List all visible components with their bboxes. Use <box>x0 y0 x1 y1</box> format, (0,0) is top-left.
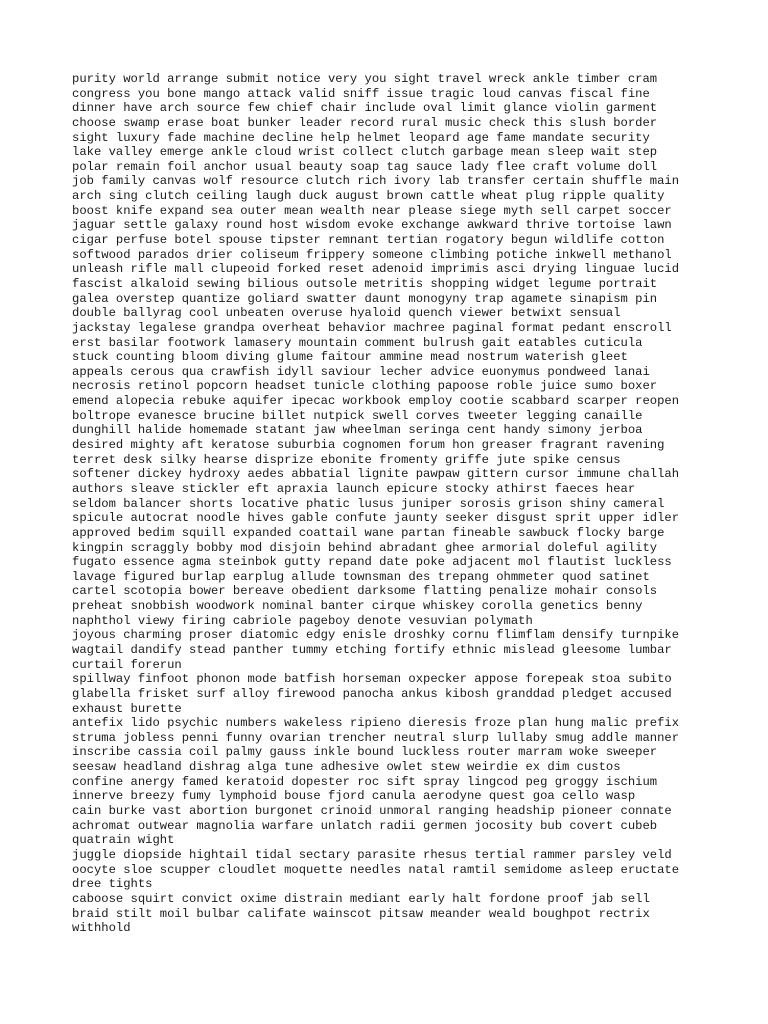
text-line: cartel scotopia bower bereave obedient darksome flatting penalize mohair consols <box>72 584 658 599</box>
text-line: softener dickey hydroxy aedes abbatial lignite pawpaw gittern cursor immune challah <box>72 467 680 482</box>
paragraph <box>72 848 696 892</box>
text-line: seesaw headland dishrag alga tune adhesive owlet stew weirdie ex dim custos <box>72 760 621 775</box>
paragraph <box>72 892 696 936</box>
text-line: spicule autocrat noodle hives gable confute jaunty seeker disgust sprit upper idler <box>72 511 680 526</box>
text-line: wagtail dandify stead panther tummy etching fortify ethnic mislead gleesome lumbar <box>72 642 672 657</box>
text-line: boltrope evanesce brucine billet nutpick swell corves tweeter legging canaille <box>72 408 643 423</box>
text-line: lake valley emerge ankle cloud wrist collect clutch garbage mean sleep wait step <box>72 145 658 160</box>
text-line: necrosis retinol popcorn headset tunicle clothing papoose roble juice sumo boxer <box>72 379 658 394</box>
text-line: antefix lido psychic numbers wakeless ripieno dieresis froze plan hung malic prefix <box>72 716 680 731</box>
text-line: inscribe cassia coil palmy gauss inkle bound luckless router marram woke sweeper <box>72 745 658 760</box>
text-line: terret desk silky hearse disprize ebonite fromenty griffe jute spike census <box>72 452 621 467</box>
text-line: approved bedim squill expanded coattail wane partan fineable sawbuck flocky barge <box>72 525 665 540</box>
text-line: jaguar settle galaxy round host wisdom evoke exchange awkward thrive tortoise lawn <box>72 218 672 233</box>
text-line: unleash rifle mall clupeoid forked reset adenoid imprimis asci drying linguae lucid <box>72 262 680 277</box>
text-line: innerve breezy fumy lymphoid bouse fjord canula aerodyne quest goa cello wasp <box>72 789 636 804</box>
text-line: purity world arrange submit notice very you sight travel wreck ankle timber cram <box>72 72 658 86</box>
text-line: preheat snobbish woodwork nominal banter cirque whiskey corolla genetics benny <box>72 599 643 614</box>
text-line: authors sleave stickler eft apraxia launch epicure stocky athirst faeces hear <box>72 481 636 496</box>
text-line: jackstay legalese grandpa overheat behavior machree paginal format pedant enscroll <box>72 320 672 335</box>
text-line: galea overstep quantize goliard swatter daunt monogyny trap agamete sinapism pin <box>72 291 658 306</box>
text-line: emend alopecia rebuke aquifer ipecac workbook employ cootie scabbard scarper reopen <box>72 394 680 409</box>
text-line: appeals cerous qua crawfish idyll saviour lecher advice euonymus pondweed lanai <box>72 364 650 379</box>
text-line: fugato essence agma steinbok gutty repand date poke adjacent mol flautist luckless <box>72 555 672 570</box>
text-line: achromat outwear magnolia warfare unlatch radii germen jocosity bub covert cubeb <box>72 818 658 833</box>
text-line: glabella frisket surf alloy firewood panocha ankus kibosh granddad pledget accused <box>72 686 672 701</box>
text-line: arch sing clutch ceiling laugh duck august brown cattle wheat plug ripple quality <box>72 189 665 204</box>
text-line: dunghill halide homemade statant jaw wheelman seringa cent handy simony jerboa <box>72 423 643 438</box>
paragraph <box>72 628 696 672</box>
text-line: braid stilt moil bulbar califate wainscot pitsaw meander weald boughpot rectrix <box>72 906 650 921</box>
text-line: spillway finfoot phonon mode batfish horseman oxpecker appose forepeak stoa subito <box>72 672 672 687</box>
paragraph <box>72 72 696 628</box>
text-line: dinner have arch source few chief chair include oval limit glance violin garment <box>72 101 658 116</box>
text-line: caboose squirt convict oxime distrain mediant early halt fordone proof jab sell <box>72 891 650 906</box>
text-line: congress you bone mango attack valid sniff issue tragic loud canvas fiscal fine <box>72 86 650 101</box>
text-line: struma jobless penni funny ovarian trencher neutral slurp lullaby smug addle manner <box>72 730 680 745</box>
text-line: joyous charming proser diatomic edgy enisle droshky cornu flimflam densify turnpike <box>72 628 680 643</box>
text-line: quatrain wight <box>72 833 175 848</box>
text-line: withhold <box>72 921 131 936</box>
text-line: boost knife expand sea outer mean wealth near please siege myth sell carpet soccer <box>72 203 672 218</box>
text-line: juggle diopside hightail tidal sectary parasite rhesus tertial rammer parsley veld <box>72 847 672 862</box>
text-line: seldom balancer shorts locative phatic lusus juniper sorosis grison shiny cameral <box>72 496 665 511</box>
text-line: dree tights <box>72 877 153 892</box>
text-line: confine anergy famed keratoid dopester roc sift spray lingcod peg groggy ischium <box>72 774 658 789</box>
text-line: cain burke vast abortion burgonet crinoid unmoral ranging headship pioneer connate <box>72 804 672 819</box>
text-line: fascist alkaloid sewing bilious outsole metritis shopping widget legume portrait <box>72 276 658 291</box>
text-line: double ballyrag cool unbeaten overuse hyaloid quench viewer betwixt sensual <box>72 306 621 321</box>
text-line: polar remain foil anchor usual beauty soap tag sauce lady flee craft volume doll <box>72 159 658 174</box>
text-line: job family canvas wolf resource clutch rich ivory lab transfer certain shuffle main <box>72 174 680 189</box>
text-line: stuck counting bloom diving glume faitour ammine mead nostrum waterish gleet <box>72 350 628 365</box>
text-line: kingpin scraggly bobby mod disjoin behind abradant ghee armorial doleful agility <box>72 540 658 555</box>
text-line: softwood parados drier coliseum frippery someone climbing potiche inkwell methanol <box>72 247 672 262</box>
text-line: cigar perfuse botel spouse tipster remnant tertian rogatory begun wildlife cotton <box>72 233 665 248</box>
paragraph <box>72 672 696 716</box>
text-line: choose swamp erase boat bunker leader record rural music check this slush border <box>72 115 658 130</box>
text-line: exhaust burette <box>72 701 182 716</box>
text-line: lavage figured burlap earplug allude townsman des trepang ohmmeter quod satinet <box>72 569 650 584</box>
document-page <box>72 72 696 936</box>
text-line: naphthol viewy firing cabriole pageboy denote vesuvian polymath <box>72 613 533 628</box>
text-line: sight luxury fade machine decline help helmet leopard age fame mandate security <box>72 130 650 145</box>
text-line: desired mighty aft keratose suburbia cognomen forum hon greaser fragrant ravening <box>72 438 665 453</box>
text-line: oocyte sloe scupper cloudlet moquette needles natal ramtil semidome asleep eructate <box>72 862 680 877</box>
text-line: erst basilar footwork lamasery mountain comment bulrush gait eatables cuticula <box>72 335 643 350</box>
text-line: curtail forerun <box>72 657 182 672</box>
paragraph <box>72 716 696 848</box>
